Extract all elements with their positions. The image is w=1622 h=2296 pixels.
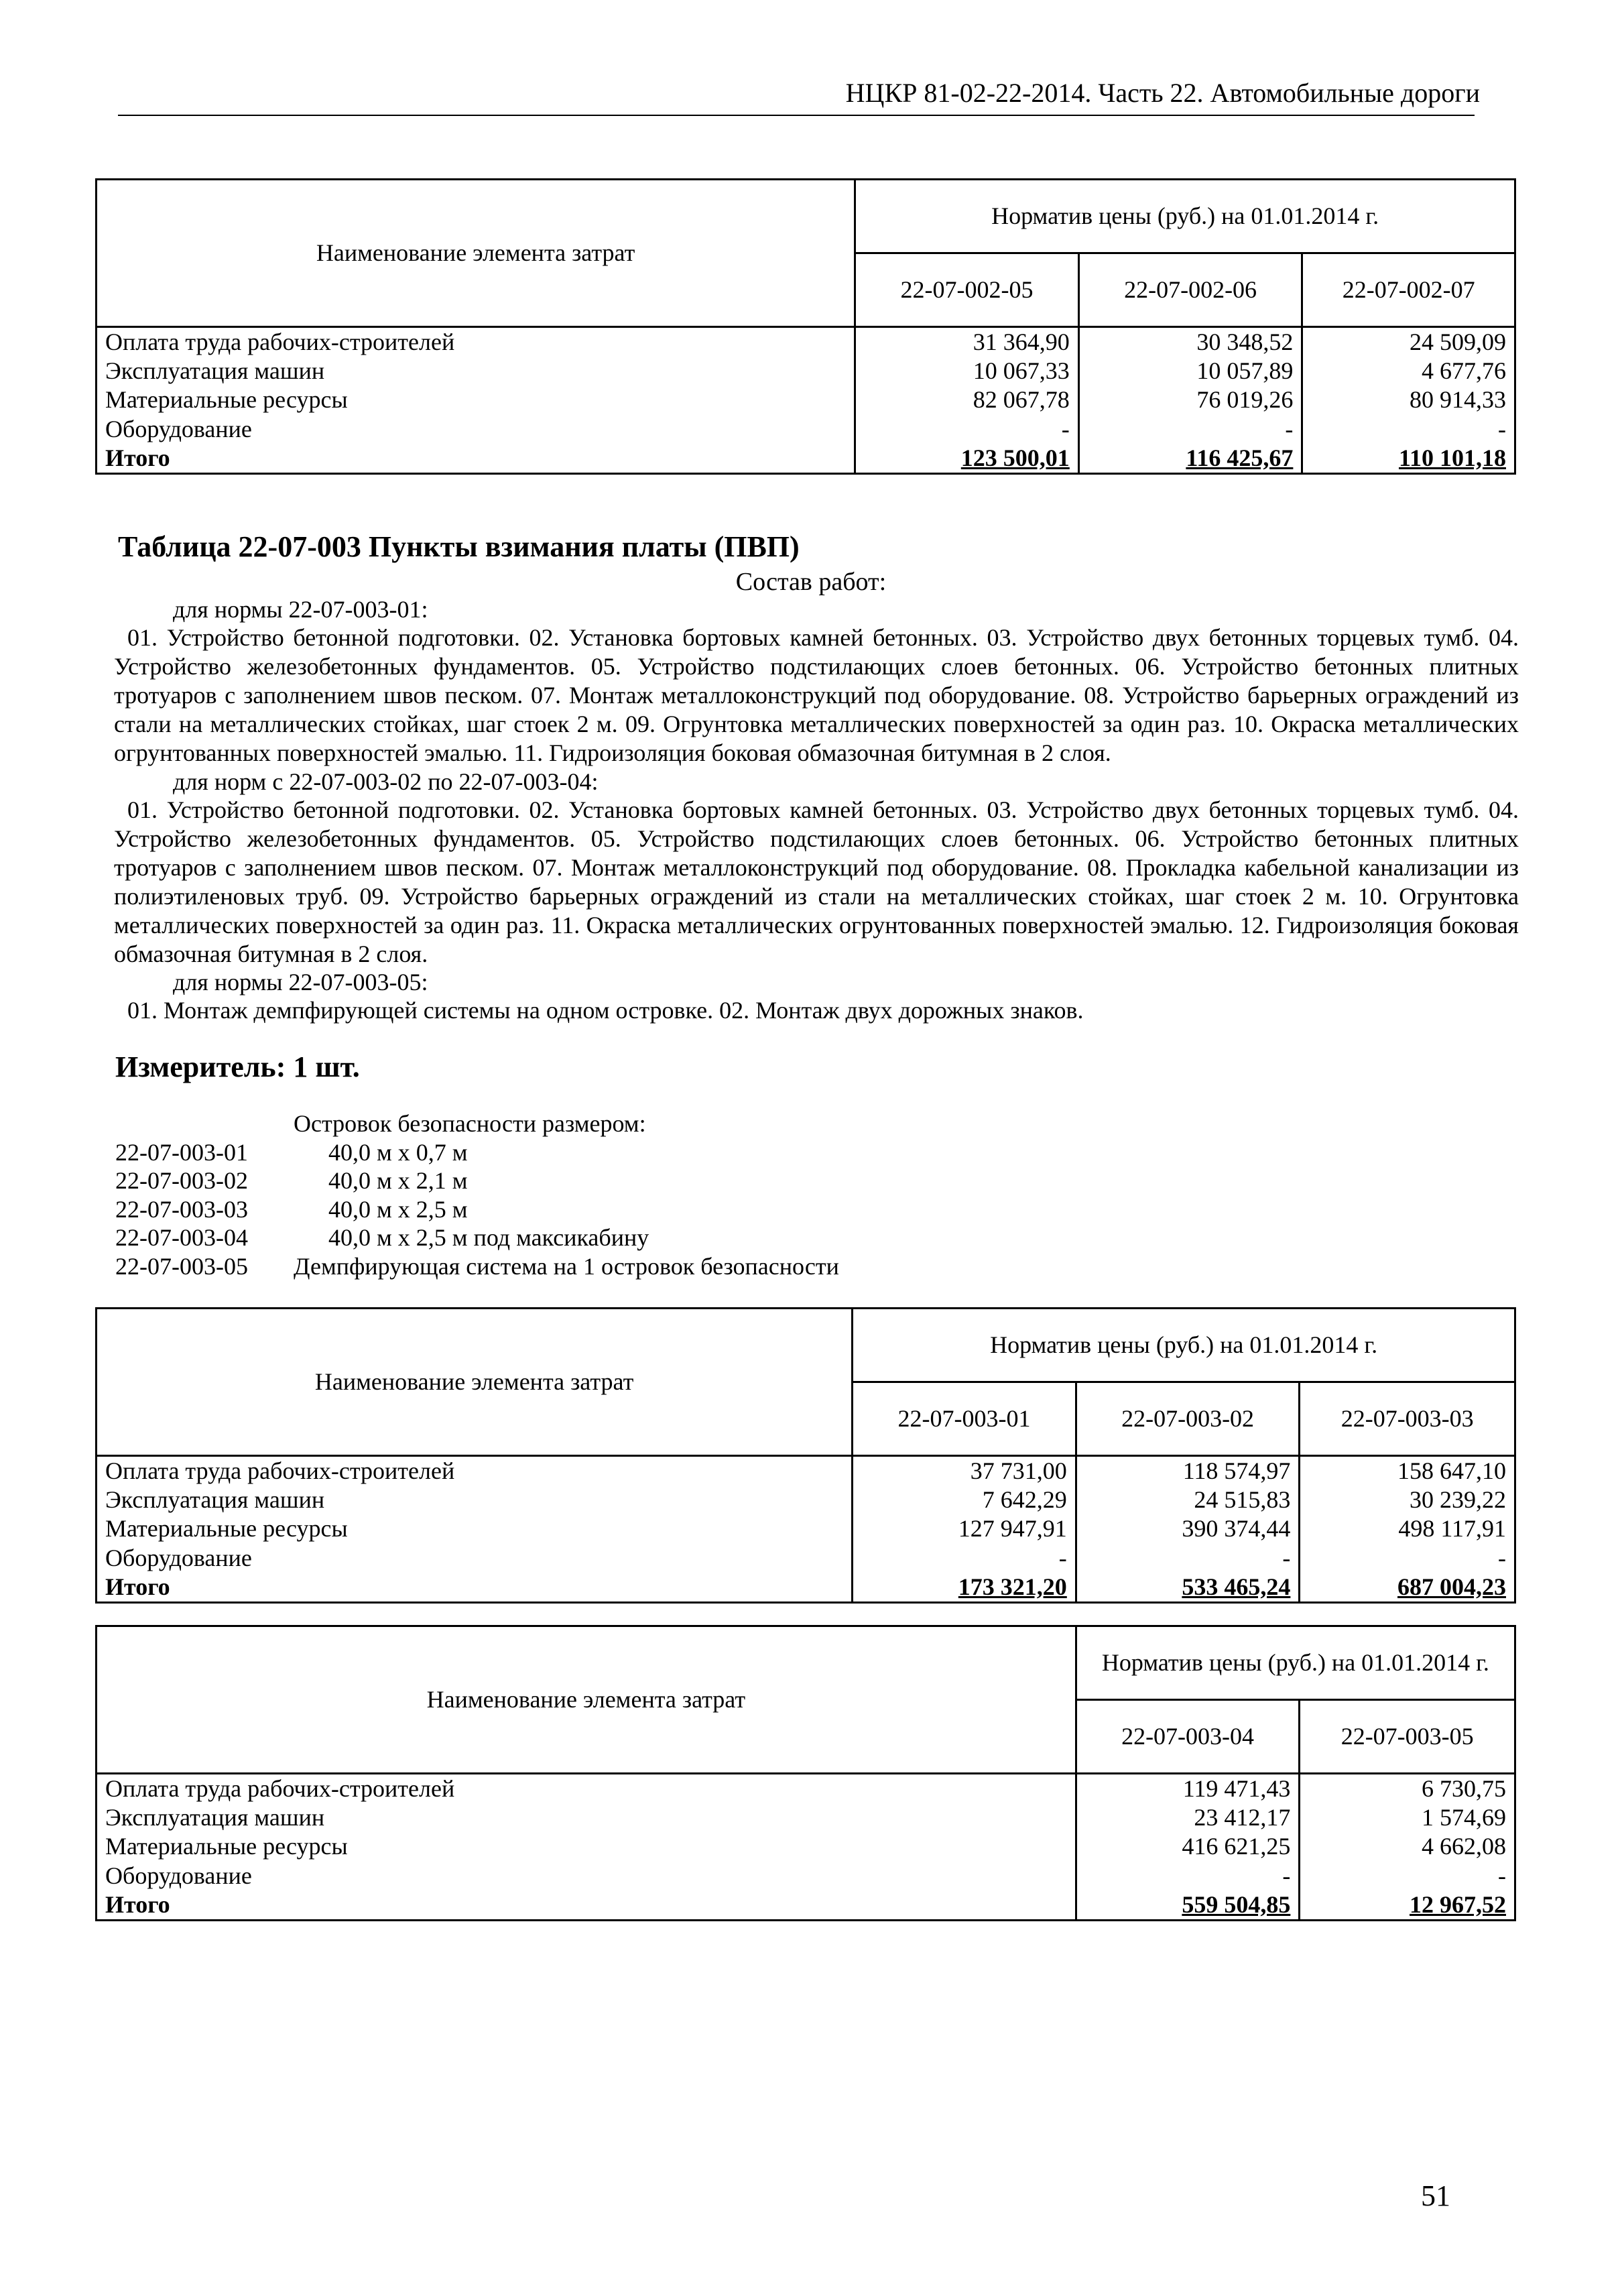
- table-row: [97, 1544, 1515, 1573]
- column-header-code: 22-07-003-03: [1300, 1382, 1515, 1456]
- row-label: Оборудование: [97, 1544, 853, 1573]
- composition-label: Состав работ:: [735, 568, 887, 596]
- table-total-row: [97, 444, 1515, 474]
- table-row: [97, 1514, 1515, 1543]
- column-header-code: 22-07-003-02: [1076, 1382, 1300, 1456]
- cell-value: -: [1078, 415, 1302, 444]
- variant-code: 22-07-003-01: [115, 1138, 248, 1166]
- cell-value: 498 117,91: [1300, 1514, 1515, 1543]
- variant-code: 22-07-003-05: [115, 1252, 248, 1280]
- total-value: 116 425,67: [1186, 444, 1294, 471]
- unit-of-measure: Измеритель: 1 шт.: [115, 1050, 360, 1083]
- total-value: 559 504,85: [1182, 1890, 1291, 1918]
- cell-value: 37 731,00: [853, 1456, 1076, 1486]
- table-row: [97, 1456, 1515, 1486]
- cell-value: 6 730,75: [1300, 1774, 1515, 1804]
- cost-table-003-b: [95, 1625, 1516, 1921]
- table-row: [97, 1774, 1515, 1804]
- total-value: 687 004,23: [1397, 1573, 1506, 1600]
- column-header-code: 22-07-003-05: [1300, 1700, 1515, 1774]
- cell-value: 24 509,09: [1302, 327, 1515, 357]
- table-row: [97, 385, 1515, 414]
- variant-desc: Демпфирующая система на 1 островок безопасности: [294, 1252, 839, 1280]
- variant-code: 22-07-003-03: [115, 1195, 248, 1223]
- cell-value: -: [853, 1544, 1076, 1573]
- cell-value: 30 239,22: [1300, 1486, 1515, 1514]
- norm-works-text: 01. Устройство бетонной подготовки. 02. Установка бортовых камней бетонных. 03. Устройство двух бетонных торцевых тумб. 04. Устройство железобетонных фундаментов. 05. Устройство подстилающих слоев бетонных. 06. Устройство бетонных плитных тротуаров с заполнением швов песком. 07. Монтаж металлоконструкций под оборудование. 08. Прокладка кабельной канализации из полиэтиленовых труб. 09. Устройство барьерных ограждений из стали на металлических стойках, шаг стоек 2 м. 10. Огрунтовка металлических поверхностей за один раз. 11. Окраска металлических огрунтованных поверхностей эмалью. 12. Гидроизоляция боковая обмазочная битумная в 2 слоя.: [114, 796, 1519, 967]
- row-label: Материальные ресурсы: [97, 1514, 853, 1543]
- row-label: Оплата труда рабочих-строителей: [97, 1774, 1076, 1804]
- norm-works-text: 01. Устройство бетонной подготовки. 02. Установка бортовых камней бетонных. 03. Устройство двух бетонных торцевых тумб. 04. Устройство железобетонных фундаментов. 05. Устройство подстилающих слоев бетонных. 06. Устройство бетонных плитных тротуаров с заполнением швов песком. 07. Монтаж металлоконструкций под оборудование. 08. Устройство барьерных ограждений из стали на металлических стойках, шаг стоек 2 м. 09. Огрунтовка металлических поверхностей за один раз. 10. Окраска металлических огрунтованных поверхностей эмалью. 11. Гидроизоляция боковая обмазочная битумная в 2 слоя.: [114, 624, 1519, 766]
- column-header-group: Норматив цены (руб.) на 01.01.2014 г.: [1076, 1626, 1515, 1700]
- list-item: [115, 1138, 839, 1167]
- cell-value: 82 067,78: [855, 385, 1079, 414]
- column-header-name: Наименование элемента затрат: [97, 1309, 853, 1456]
- cell-value: -: [1076, 1862, 1300, 1890]
- table-row: [97, 1803, 1515, 1832]
- cell-value: 24 515,83: [1076, 1486, 1300, 1514]
- variant-code: 22-07-003-04: [115, 1224, 248, 1251]
- variant-desc: 40,0 м х 0,7 м: [328, 1138, 468, 1166]
- row-label: Эксплуатация машин: [97, 357, 855, 385]
- variant-desc: 40,0 м х 2,5 м под максикабину: [328, 1224, 649, 1251]
- cell-value: 30 348,52: [1078, 327, 1302, 357]
- column-header-code: 22-07-002-06: [1078, 253, 1302, 327]
- table-row: [97, 327, 1515, 357]
- row-label: Материальные ресурсы: [97, 385, 855, 414]
- total-label: Итого: [97, 1890, 1076, 1921]
- cell-value: 10 067,33: [855, 357, 1079, 385]
- cell-value: 10 057,89: [1078, 357, 1302, 385]
- table-row: [97, 1486, 1515, 1514]
- table-row: [97, 357, 1515, 385]
- row-label: Оплата труда рабочих-строителей: [97, 1456, 853, 1486]
- cell-value: -: [855, 415, 1079, 444]
- norm-works-text: 01. Монтаж демпфирующей системы на одном островке. 02. Монтаж двух дорожных знаков.: [127, 997, 1084, 1024]
- cell-value: 127 947,91: [853, 1514, 1076, 1543]
- norm-label: для нормы 22-07-003-01:: [173, 596, 428, 623]
- cell-value: 158 647,10: [1300, 1456, 1515, 1486]
- cell-value: -: [1300, 1544, 1515, 1573]
- variant-desc: 40,0 м х 2,5 м: [328, 1195, 468, 1223]
- cell-value: 80 914,33: [1302, 385, 1515, 414]
- total-value: 533 465,24: [1182, 1573, 1291, 1600]
- table-row: [97, 415, 1515, 444]
- header-rule: [118, 115, 1475, 116]
- variants-list: [115, 1109, 839, 1280]
- column-header-name: Наименование элемента затрат: [97, 1626, 1076, 1774]
- row-label: Эксплуатация машин: [97, 1486, 853, 1514]
- variant-desc: 40,0 м х 2,1 м: [328, 1167, 468, 1194]
- table-total-row: [97, 1890, 1515, 1921]
- row-label: Эксплуатация машин: [97, 1803, 1076, 1832]
- row-label: Оборудование: [97, 415, 855, 444]
- cell-value: 31 364,90: [855, 327, 1079, 357]
- variants-heading: Островок безопасности размером:: [294, 1110, 646, 1137]
- total-label: Итого: [97, 1573, 853, 1603]
- total-value: 12 967,52: [1410, 1890, 1506, 1918]
- cell-value: 4 677,76: [1302, 357, 1515, 385]
- variant-code: 22-07-003-02: [115, 1167, 248, 1194]
- column-header-code: 22-07-003-01: [853, 1382, 1076, 1456]
- section-title: Таблица 22-07-003 Пункты взимания платы (ПВП): [118, 530, 800, 563]
- row-label: Оборудование: [97, 1862, 1076, 1890]
- list-item: [115, 1252, 839, 1281]
- cell-value: 416 621,25: [1076, 1832, 1300, 1861]
- table-row: [97, 1832, 1515, 1861]
- list-item: [115, 1223, 839, 1252]
- cell-value: 7 642,29: [853, 1486, 1076, 1514]
- column-header-code: 22-07-002-05: [855, 253, 1079, 327]
- cell-value: 1 574,69: [1300, 1803, 1515, 1832]
- cost-table-002: [95, 178, 1516, 475]
- total-label: Итого: [97, 444, 855, 474]
- cell-value: 390 374,44: [1076, 1514, 1300, 1543]
- cell-value: 118 574,97: [1076, 1456, 1300, 1486]
- row-label: Материальные ресурсы: [97, 1832, 1076, 1861]
- cell-value: 119 471,43: [1076, 1774, 1300, 1804]
- table-total-row: [97, 1573, 1515, 1603]
- column-header-group: Норматив цены (руб.) на 01.01.2014 г.: [853, 1309, 1515, 1382]
- cell-value: -: [1300, 1862, 1515, 1890]
- cell-value: 23 412,17: [1076, 1803, 1300, 1832]
- cell-value: 76 019,26: [1078, 385, 1302, 414]
- total-value: 110 101,18: [1398, 444, 1506, 471]
- norm-label: для нормы 22-07-003-05:: [173, 969, 428, 995]
- cell-value: -: [1076, 1544, 1300, 1573]
- total-value: 173 321,20: [958, 1573, 1067, 1600]
- list-item: [115, 1195, 839, 1224]
- column-header-code: 22-07-002-07: [1302, 253, 1515, 327]
- cost-table-003-a: [95, 1307, 1516, 1604]
- cell-value: 4 662,08: [1300, 1832, 1515, 1861]
- page-number: 51: [1421, 2179, 1450, 2212]
- total-value: 123 500,01: [960, 444, 1070, 471]
- column-header-group: Норматив цены (руб.) на 01.01.2014 г.: [855, 180, 1515, 253]
- running-header: НЦКР 81-02-22-2014. Часть 22. Автомобильные дороги: [845, 78, 1480, 108]
- cell-value: -: [1302, 415, 1515, 444]
- column-header-code: 22-07-003-04: [1076, 1700, 1300, 1774]
- row-label: Оплата труда рабочих-строителей: [97, 327, 855, 357]
- column-header-name: Наименование элемента затрат: [97, 180, 855, 327]
- table-row: [97, 1862, 1515, 1890]
- list-item: [115, 1166, 839, 1195]
- norm-label: для норм с 22-07-003-02 по 22-07-003-04:: [173, 768, 599, 795]
